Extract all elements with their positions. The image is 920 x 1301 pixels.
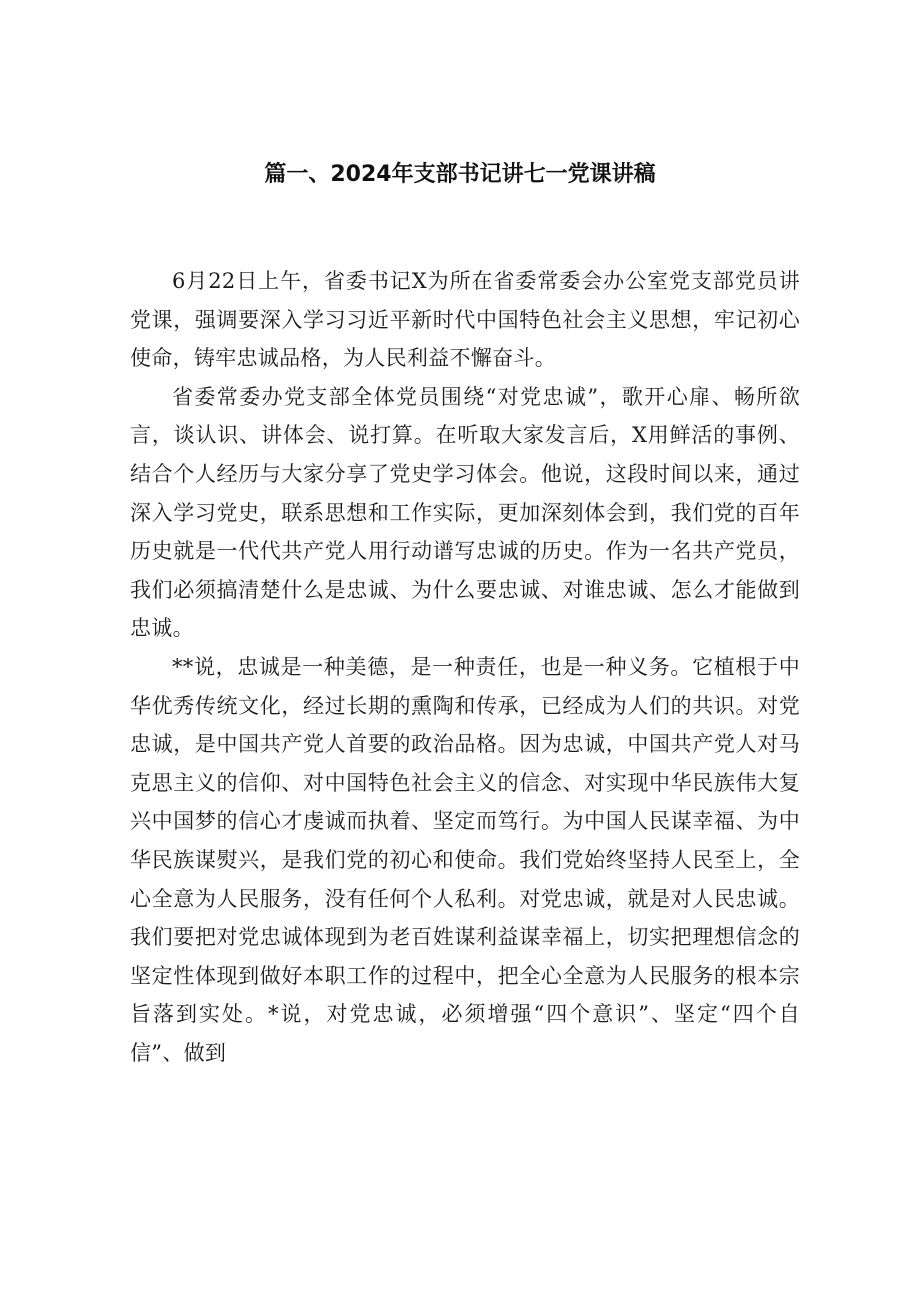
paragraph-1: 6月22日上午，省委书记X为所在省委常委会办公室党支部党员讲党课，强调要深入学习习近平新时代中国特色社会主义思想，牢记初心使命，铸牢忠诚品格，为人民利益不懈奋斗。 xyxy=(130,269,800,371)
document-body xyxy=(130,262,800,1072)
paragraph-3: **说，忠诚是一种美德，是一种责任，也是一种义务。它植根于中华优秀传统文化，经过长期的熏陶和传承，已经成为人们的共识。对党忠诚，是中国共产党人首要的政治品格。因为忠诚，中国共产党人对马克思主义的信仰、对中国特色社会主义的信念、对实现中华民族伟大复兴中国梦的信心才虔诚而执着、坚定而笃行。为中国人民谋幸福、为中华民族谋熨兴，是我们党的初心和使命。我们党始终坚持人民至上，全心全意为人民服务，没有任何个人私利。对党忠诚，就是对人民忠诚。我们要把对党忠诚体现到为老百姓谋利益谋幸福上，切实把理想信念的坚定性体现到做好本职工作的过程中，把全心全意为人民服务的根本宗旨落到实处。*说，对党忠诚，必须增强“四个意识”、坚定“四个自信”、做到 xyxy=(130,654,800,1065)
paragraph-2: 省委常委办党支部全体党员围绕“对党忠诚”，歌开心扉、畅所欲言，谈认识、讲体会、说打算。在听取大家发言后，X用鲜活的事例、结合个人经历与大家分享了党史学习体会。他说，这段时间以来，通过深入学习党史，联系思想和工作实际，更加深刻体会到，我们党的百年历史就是一代代共产党人用行动谱写忠诚的历史。作为一名共产党员，我们必须搞清楚什么是忠诚、为什么要忠诚、对谁忠诚、怎么才能做到忠诚。 xyxy=(130,384,800,641)
document-title: 篇一、2024年支部书记讲七一党课讲稿 xyxy=(264,162,656,187)
